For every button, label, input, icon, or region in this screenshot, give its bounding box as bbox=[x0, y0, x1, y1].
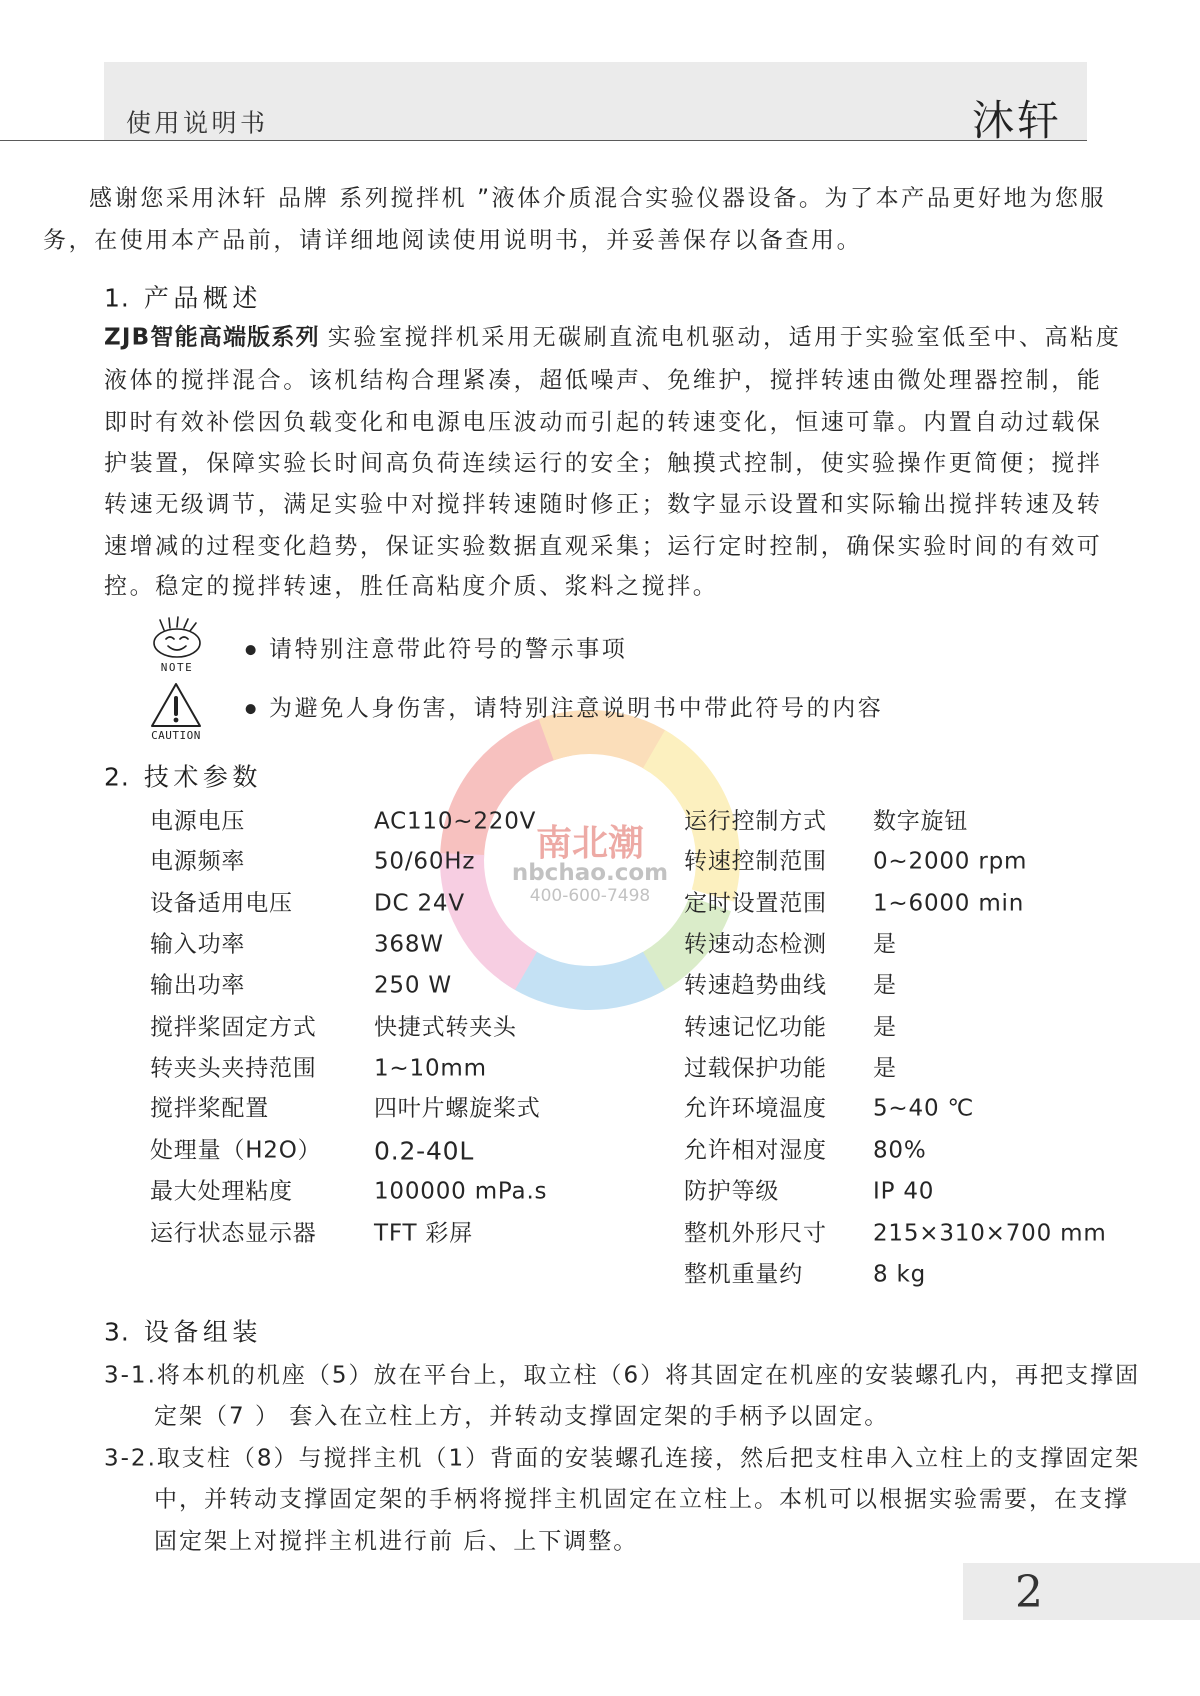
section2-heading bbox=[104, 762, 262, 792]
spec-value: 数字旋钮 bbox=[873, 808, 969, 835]
caution-label: CAUTION bbox=[151, 729, 201, 742]
section3-heading bbox=[104, 1317, 262, 1347]
spec-label: 整机外形尺寸 bbox=[684, 1220, 827, 1247]
spec-value: 是 bbox=[873, 972, 897, 999]
spec-label: 运行状态显示器 bbox=[150, 1220, 317, 1247]
spec-label: 输入功率 bbox=[150, 931, 246, 958]
section1-line: 控。稳定的搅拌转速，胜任高粘度介质、浆料之搅拌。 bbox=[104, 573, 719, 600]
intro-line: 感谢您采用沐轩 品牌 系列搅拌机 ”液体介质混合实验仪器设备。为了本产品更好地为您服 bbox=[89, 185, 1107, 212]
spec-label: 过载保护功能 bbox=[684, 1055, 827, 1082]
spec-label: 设备适用电压 bbox=[150, 890, 293, 917]
spec-value: 0.2-40L bbox=[374, 1136, 475, 1166]
section1-line: 转速无级调节，满足实验中对搅拌转速随时修正；数字显示设置和实际输出搅拌转速及转 bbox=[104, 491, 1103, 518]
page-number: 2 bbox=[1015, 1567, 1043, 1618]
caution-triangle-icon bbox=[146, 680, 206, 742]
section1-line-text: 实验室搅拌机采用无碳刷直流电机驱动，适用于实验室低至中、高粘度 bbox=[327, 324, 1122, 351]
step-text: 取支柱（8）与搅拌主机（1）背面的安装螺孔连接，然后把支柱串入立柱上的支撑固定架 bbox=[156, 1445, 1141, 1472]
notice-bullet: ● bbox=[245, 701, 259, 717]
spec-value: 快捷式转夹头 bbox=[374, 1014, 517, 1041]
spec-value: AC110~220V bbox=[374, 808, 537, 835]
step-line: 定架（7 ） 套入在立柱上方，并转动支撑固定架的手柄予以固定。 bbox=[154, 1403, 890, 1430]
spec-value: DC 24V bbox=[374, 890, 465, 917]
section1-line: 液体的搅拌混合。该机结构合理紧凑，超低噪声、免维护，搅拌转速由微处理器控制，能 bbox=[104, 367, 1103, 394]
page-number-box bbox=[963, 1563, 1200, 1620]
spec-value: 80% bbox=[873, 1137, 927, 1164]
header-rule bbox=[0, 140, 1087, 141]
watermark-brand: 南北潮 bbox=[535, 823, 645, 864]
step-line bbox=[104, 1445, 1141, 1472]
section1-line: 护装置，保障实验长时间高负荷连续运行的安全；触摸式控制，使实验操作更简便；搅拌 bbox=[104, 450, 1103, 477]
spec-label: 搅拌桨配置 bbox=[150, 1095, 269, 1122]
spec-label: 运行控制方式 bbox=[684, 808, 827, 835]
step-line: 固定架上对搅拌主机进行前 后、上下调整。 bbox=[154, 1528, 639, 1555]
section1-title: 产品概述 bbox=[143, 283, 262, 313]
spec-value: 368W bbox=[374, 931, 444, 958]
spec-label: 最大处理粘度 bbox=[150, 1178, 293, 1205]
step-line: 中，并转动支撑固定架的手柄将搅拌主机固定在立柱上。本机可以根据实验需要，在支撑 bbox=[154, 1486, 1129, 1513]
notice-bullet: ● bbox=[245, 642, 259, 658]
spec-value: 1~6000 min bbox=[873, 890, 1025, 917]
spec-label: 处理量（H2O） bbox=[150, 1137, 322, 1164]
spec-label: 转速动态检测 bbox=[684, 931, 827, 958]
spec-label: 防护等级 bbox=[684, 1178, 780, 1205]
note-face-icon bbox=[144, 616, 210, 674]
spec-value: 50/60Hz bbox=[374, 848, 476, 875]
spec-label: 转速控制范围 bbox=[684, 848, 827, 875]
section2-title: 技术参数 bbox=[143, 762, 262, 792]
product-series-name: ZJB智能高端版系列 bbox=[104, 324, 320, 351]
section1-heading bbox=[104, 283, 262, 313]
spec-value: 是 bbox=[873, 1055, 897, 1082]
spec-label: 整机重量约 bbox=[684, 1261, 803, 1288]
section3-number: 3. bbox=[104, 1317, 130, 1347]
spec-label: 转夹头夹持范围 bbox=[150, 1055, 317, 1082]
doc-title: 使用说明书 bbox=[126, 108, 269, 138]
spec-label: 转速记忆功能 bbox=[684, 1014, 827, 1041]
spec-value: 100000 mPa.s bbox=[374, 1178, 548, 1205]
spec-label: 电源频率 bbox=[150, 848, 246, 875]
spec-label: 定时设置范围 bbox=[684, 890, 827, 917]
step-text: 将本机的机座（5）放在平台上，取立柱（6）将其固定在机座的安装螺孔内，再把支撑固 bbox=[156, 1362, 1141, 1389]
section3-title: 设备组装 bbox=[143, 1317, 262, 1347]
spec-value: 5~40 ℃ bbox=[873, 1095, 975, 1122]
spec-label: 输出功率 bbox=[150, 972, 246, 999]
section1-number: 1. bbox=[104, 283, 130, 313]
caution-text: 为避免人身伤害，请特别注意说明书中带此符号的内容 bbox=[269, 695, 884, 722]
note-label: NOTE bbox=[160, 661, 194, 674]
step-line bbox=[104, 1362, 1141, 1389]
note-text: 请特别注意带此符号的警示事项 bbox=[269, 636, 628, 663]
watermark-site: nbchao.com bbox=[511, 860, 669, 886]
spec-label: 允许环境温度 bbox=[684, 1095, 827, 1122]
spec-label: 转速趋势曲线 bbox=[684, 972, 827, 999]
spec-label: 允许相对湿度 bbox=[684, 1137, 827, 1164]
spec-value: IP 40 bbox=[873, 1178, 935, 1205]
spec-value: 1~10mm bbox=[374, 1055, 487, 1082]
spec-value: 250 W bbox=[374, 972, 452, 999]
spec-value: TFT 彩屏 bbox=[374, 1220, 474, 1247]
step-number: 3-1. bbox=[104, 1362, 157, 1389]
section2-number: 2. bbox=[104, 762, 130, 792]
intro-line: 务，在使用本产品前，请详细地阅读使用说明书，并妥善保存以备查用。 bbox=[43, 227, 863, 254]
spec-value: 四叶片螺旋桨式 bbox=[374, 1095, 541, 1122]
spec-value: 215×310×700 mm bbox=[873, 1220, 1107, 1247]
step-number: 3-2. bbox=[104, 1445, 157, 1472]
spec-value: 是 bbox=[873, 1014, 897, 1041]
watermark-phone: 400-600-7498 bbox=[529, 886, 651, 906]
spec-value: 是 bbox=[873, 931, 897, 958]
spec-label: 搅拌桨固定方式 bbox=[150, 1014, 317, 1041]
spec-value: 8 kg bbox=[873, 1261, 927, 1288]
spec-label: 电源电压 bbox=[150, 808, 246, 835]
spec-value: 0~2000 rpm bbox=[873, 848, 1028, 875]
brand-name: 沐轩 bbox=[972, 96, 1063, 145]
section1-line: 速增减的过程变化趋势，保证实验数据直观采集；运行定时控制，确保实验时间的有效可 bbox=[104, 533, 1103, 560]
section1-line: 即时有效补偿因负载变化和电源电压波动而引起的转速变化，恒速可靠。内置自动过载保 bbox=[104, 409, 1103, 436]
section1-line bbox=[104, 324, 1122, 351]
